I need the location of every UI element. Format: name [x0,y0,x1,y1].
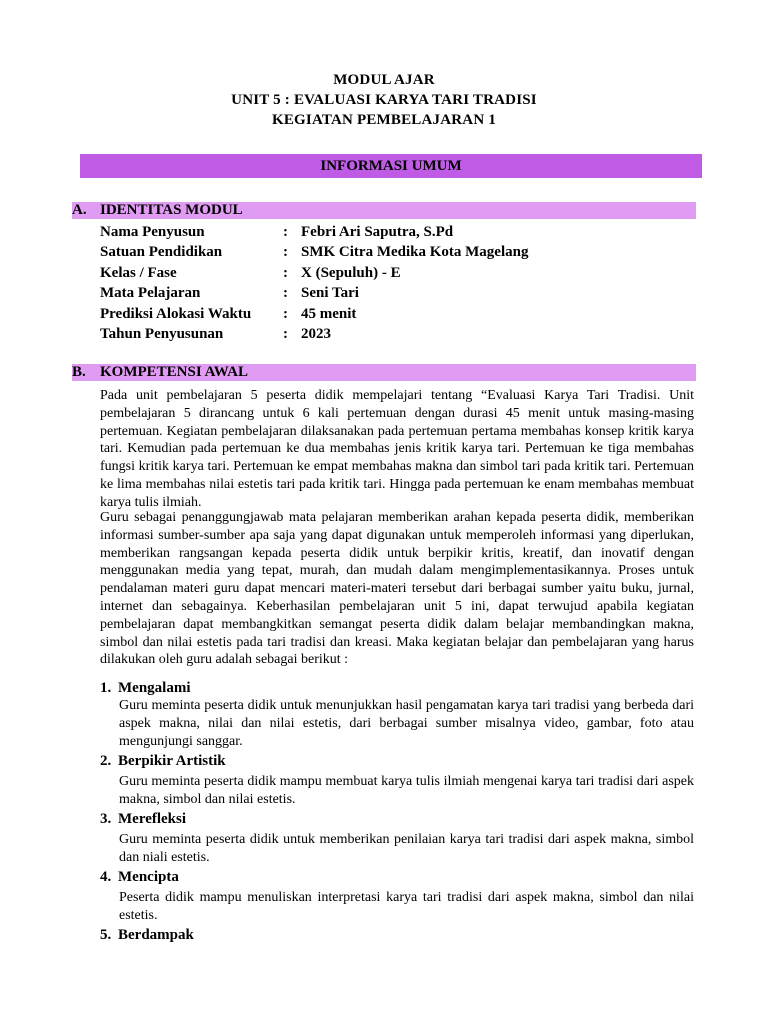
identity-value: Febri Ari Saputra, S.Pd [301,224,454,240]
identity-label: Mata Pelajaran [100,285,201,302]
section-b-heading [72,364,696,381]
activity-item-number: 2. [100,753,112,769]
activity-item-number: 1. [100,680,112,696]
identity-row-alokasi-waktu [100,304,700,324]
identity-label: Nama Penyusun [100,224,205,240]
informasi-umum-banner: INFORMASI UMUM [80,154,702,178]
identity-row-satuan-pendidikan [100,242,700,262]
identity-label: Satuan Pendidikan [100,244,223,261]
section-b-letter: B. [72,364,86,380]
identity-row-mata-pelajaran [100,283,700,303]
activity-item-title [100,810,186,828]
section-a-letter: A. [72,202,87,218]
identity-colon: : [283,244,288,261]
identity-label: Kelas / Fase [100,264,177,281]
title-unit: UNIT 5 : EVALUASI KARYA TARI TRADISI [231,92,537,108]
activity-item-title [100,926,194,944]
activity-item-title [100,868,179,886]
identity-row-kelas-fase [100,263,700,283]
title-modul-ajar: MODUL AJAR [333,72,435,88]
activity-item-body: Peserta didik mampu menuliskan interpretasi karya tari tradisi dari aspek makna, simbol dan nilai estetis. [119,890,694,923]
identity-table [100,222,700,344]
section-b-title: KOMPETENSI AWAL [100,364,248,380]
section-a-title: IDENTITAS MODUL [100,202,243,218]
identity-colon: : [283,285,288,302]
activity-item-body: Guru meminta peserta didik untuk menunjukkan hasil pengamatan karya tari tradisi yang berbeda dari aspek makna, nilai dan nilai estetis, dari berbagai sumber misalnya video, gambar, foto atau mengunjungi sanggar. [119,698,694,749]
identity-label: Tahun Penyusunan [100,325,224,342]
activity-item-label: Mencipta [118,869,179,885]
identity-value: Seni Tari [301,285,359,302]
identity-value: SMK Citra Medika Kota Magelang [301,244,529,261]
title-kegiatan: KEGIATAN PEMBELAJARAN 1 [271,112,497,128]
activity-item-number: 3. [100,811,112,827]
identity-colon: : [283,325,288,342]
activity-item-number: 4. [100,869,112,885]
activity-item-label: Merefleksi [118,811,187,827]
activity-item-label: Berpikir Artistik [118,753,226,769]
identity-colon: : [283,305,288,322]
identity-label: Prediksi Alokasi Waktu [100,305,252,322]
kompetensi-paragraph-1: Pada unit pembelajaran 5 peserta didik mempelajari tentang “Evaluasi Karya Tari Tradisi. Unit pembelajaran 5 dirancang untuk 6 kali pertemuan dengan durasi 45 menit untuk masing-masing pertemuan. Kegiatan pembelajaran dilaksanakan pada pertemuan pertama membahas konsep kritik karya tari. Kemudian pada pertemuan ke dua membahas jenis kritik karya tari. Pertemuan ke tiga membahas fungsi kritik karya tari. Pertemuan ke empat membahas makna dan simbol tari pada kritik tari. Pertemuan ke lima membahas nilai estetis tari pada kritik tari. Hingga pada pertemuan ke enam membahas membuat karya tulis ilmiah. [100,388,694,510]
section-a-heading [72,202,696,219]
identity-value: 2023 [301,325,331,342]
activity-item-label: Mengalami [118,680,191,696]
activity-item-label: Berdampak [118,927,194,943]
activity-item-title [100,679,191,697]
activity-item-title [100,752,226,770]
document-title [0,70,768,130]
activity-item-number: 5. [100,927,112,943]
identity-colon: : [283,224,288,240]
identity-colon: : [283,264,288,281]
identity-row-tahun-penyusunan [100,324,700,344]
identity-row-nama-penyusun [100,222,700,242]
identity-value: X (Sepuluh) - E [301,264,401,281]
activity-item-body: Guru meminta peserta didik mampu membuat karya tulis ilmiah mengenai karya tari tradisi dari aspek makna, simbol dan nilai estetis. [119,774,694,807]
kompetensi-paragraph-2: Guru sebagai penanggungjawab mata pelajaran memberikan arahan kepada peserta didik, memberikan informasi sumber-sumber apa saja yang dapat digunakan untuk memperoleh informasi yang diperlukan, memberikan rangsangan kepada peserta didik untuk berpikir kritis, kreatif, dan inovatif dengan menggunakan media yang tepat, murah, dan mudah dalam mengimplementasikannya. Proses untuk pendalaman materi guru dapat mencari materi-materi tersebut dari berbagai sumber yaitu buku, jurnal, internet dan sebagainya. Keberhasilan pembelajaran unit 5 ini, dapat terwujud apabila kegiatan pembelajaran dapat membangkitkan semangat peserta didik dalam belajar membandingkan makna, simbol dan nilai estetis pada tari tradisi dan kreasi. Maka kegiatan belajar dan pembelajaran yang harus dilakukan oleh guru adalah sebagai berikut : [100,510,694,668]
activity-item-body: Guru meminta peserta didik untuk memberikan penilaian karya tari tradisi dari aspek makna, simbol dan niali estetis. [119,832,694,865]
identity-value: 45 menit [301,305,357,322]
